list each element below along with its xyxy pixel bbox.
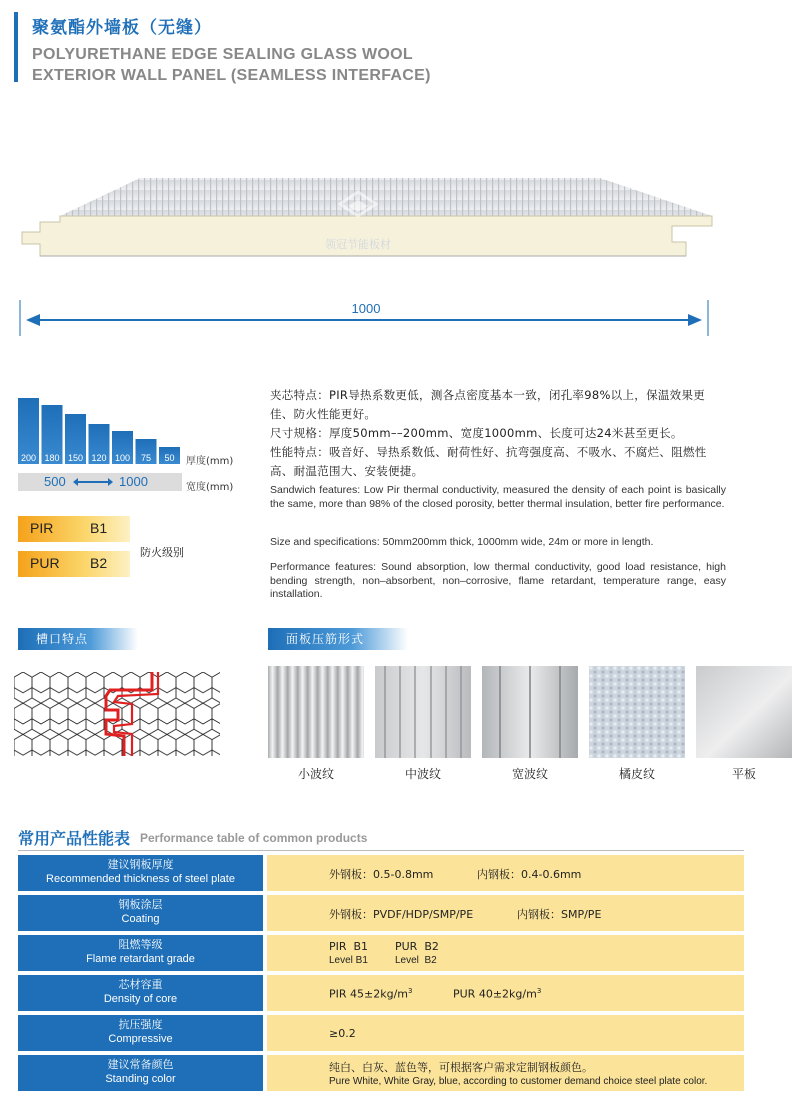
fire-grade: B2 [90,555,108,571]
arrow-left-icon [26,314,40,326]
table-title: 常用产品性能表 [18,829,131,848]
width-range-bar [18,473,182,491]
row-label-en: Flame retardant grade [86,953,195,965]
row-label [18,895,263,931]
thickness-value: 75 [140,453,152,463]
panel-top-face [60,178,712,216]
row-label [18,1055,263,1091]
grade-pir: PIR B1 [329,940,369,953]
row-label-en: Standing color [105,1073,176,1085]
desc-en-performance: Performance features: Sound absorption, low thermal conductivity, good load resistance, high bending strength, non–absorbent, non–corrosive, flame retardant, temperature range, easy installation. [270,561,726,600]
thickness-value: 200 [20,453,37,463]
row-label [18,935,263,971]
fire-grade-pir [18,516,130,542]
width-min: 500 [44,474,66,489]
row-label-cn: 钢板涂层 [118,898,163,911]
page-subtitle [32,44,431,86]
row-label-cn: 芯材容重 [118,978,163,991]
density-pir [329,987,412,1001]
fire-grade-pur [18,551,130,577]
row-label-cn: 建议常备颜色 [107,1058,174,1071]
width-max: 1000 [119,474,148,489]
thickness-value: 180 [44,453,60,463]
row-value [267,1015,744,1051]
row-label [18,975,263,1011]
width-unit-label: 宽度(mm) [186,482,234,493]
pattern-label: 中波纹 [404,767,441,781]
table-row [18,935,744,971]
texture-small-wave [268,666,364,758]
value-inner: 内钢板：0.4-0.6mm [477,868,582,881]
table-divider [18,850,744,851]
row-label [18,1015,263,1051]
fire-material: PIR [30,520,54,536]
compressive-value: ≥0.2 [329,1027,356,1040]
desc-size-spec: 尺寸规格：厚度50mm––200mm、宽度1000mm、长度可达24米甚至更长。 [270,426,683,440]
density-exponent: 3 [536,987,542,995]
table-title-en: Performance table of common products [140,831,368,845]
density-pir-text: PIR 45±2kg/m [329,987,409,1001]
density-pur [453,987,541,1001]
thickness-value: 100 [114,453,131,463]
fire-material: PUR [30,555,60,571]
row-label-en: Recommended thickness of steel plate [46,873,235,885]
value-inner: 内钢板：SMP/PE [517,908,602,921]
pattern-label: 平板 [731,767,756,781]
pattern-label: 宽波纹 [511,767,548,781]
color-en: Pure White, White Gray, blue, according to customer demand choice steel plate color. [329,1076,708,1087]
double-arrow-icon [75,481,111,483]
texture-orange-peel [589,666,685,758]
subtitle-line-2: EXTERIOR WALL PANEL (SEAMLESS INTERFACE) [32,67,431,84]
panel-illustration [0,160,800,340]
grade-level-2: Level B2 [395,955,437,966]
header-accent-bar [14,12,18,82]
table-row [18,1015,744,1051]
row-label-cn: 建议钢板厚度 [107,858,174,871]
pattern-label: 小波纹 [297,767,334,781]
texture-wide-wave [482,666,578,758]
groove-diagram [14,672,220,756]
row-label-en: Coating [121,913,160,925]
row-label-en: Density of core [103,993,178,1005]
table-row [18,895,744,931]
desc-en-sandwich: Sandwich features: Low Pir thermal conductivity, measured the density of each point is basically the same, more than 98% of the closed porosity, better thermal insulation, better fire performance. [270,484,726,510]
row-label-en: Compressive [108,1033,173,1045]
table-row [18,1055,744,1091]
section-pattern-heading: 面板压筋形式 [268,628,408,650]
texture-flat [696,666,792,758]
row-value [267,895,744,931]
description-chinese [270,386,726,481]
subtitle-line-1: POLYURETHANE EDGE SEALING GLASS WOOL [32,46,413,63]
value-outer: 外钢板：0.5-0.8mm [329,868,434,881]
texture-medium-wave [375,666,471,758]
value-outer: 外钢板：PVDF/HDP/SMP/PE [329,908,474,921]
color-cn: 纯白、白灰、蓝色等，可根据客户需求定制钢板颜色。 [329,1061,593,1074]
thickness-value: 150 [67,453,84,463]
thickness-unit-label: 厚度(mm) [186,456,234,467]
panel-watermark: 领冠节能板材 [325,238,391,251]
thickness-value: 120 [91,453,107,463]
fire-grade: B1 [90,520,108,536]
table-row [18,855,744,891]
row-label [18,855,263,891]
thickness-value: 50 [164,453,175,463]
dimension-label: 1000 [351,301,381,316]
row-value [267,855,744,891]
table-row [18,975,744,1011]
row-value [267,1055,744,1091]
grade-level-1: Level B1 [329,955,368,966]
desc-core-features: 夹芯特点：PIR导热系数更低，测各点密度基本一致，闭孔率98%以上，保温效果更佳、防火性能更好。 [270,388,706,421]
pattern-label: 橘皮纹 [618,767,655,781]
section-groove-heading: 槽口特点 [18,628,138,650]
thickness-bar-graphic [18,396,184,466]
density-pur-text: PUR 40±2kg/m [453,987,537,1001]
fire-grade-label: 防火级别 [140,546,184,559]
row-value [267,935,744,971]
arrow-right-icon [688,314,702,326]
page-title: 聚氨酯外墙板（无缝） [32,18,212,38]
row-label-cn: 抗压强度 [118,1018,163,1031]
desc-performance: 性能特点：吸音好、导热系数低、耐荷性好、抗弯强度高、不吸水、不腐烂、阻燃性高、耐温范围大、安装便捷。 [270,445,707,478]
row-label-cn: 阻燃等级 [118,938,163,951]
density-exponent: 3 [408,987,413,995]
row-value [267,975,744,1011]
grade-pur: PUR B2 [395,940,439,953]
desc-en-size: Size and specifications: 50mm200mm thick, 1000mm wide, 24m or more in length. [270,536,654,548]
